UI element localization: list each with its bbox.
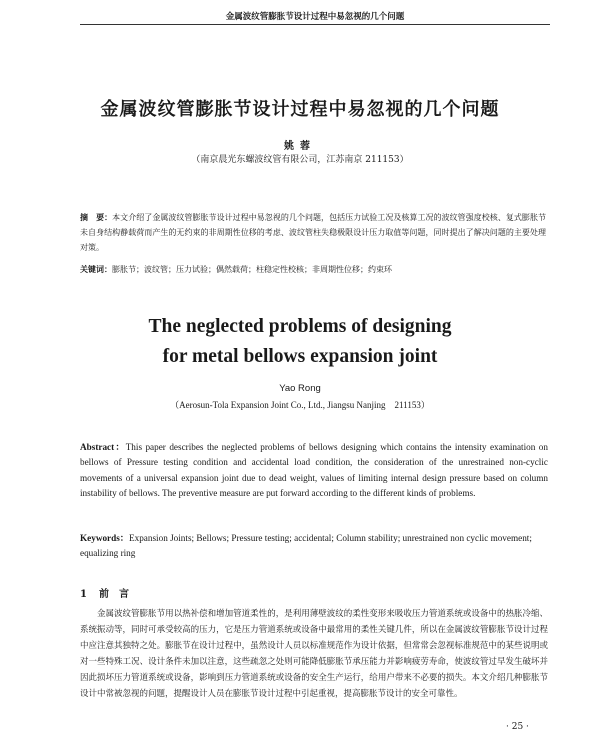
english-title-line-1: The neglected problems of designing [148, 316, 452, 337]
english-keywords-label: Keywords： [80, 533, 129, 543]
section-body-text: 金属波纹管膨胀节用以热补偿和增加管道柔性的，是利用薄壁波纹的柔性变形来吸收压力管道系统或设备中的热胀冷缩、系统振动等，同时可承受较高的压力，它是压力管道系统或设备中最常用的柔性关键几件，所以在金属波纹管膨胀节设计过程中应注意其独特之处。膨胀节在设计过程中，虽然设计人员以标准规范作为设计依据，但常常会忽视标准规范中的某些说明或对一些特殊工况、设计条件未加以注意，这些疏忽之处则可能降低膨胀节承压能力并影响疲劳寿命，使波纹管过早发生破坏并因此损坏压力管道系统或设备，影响到压力管道系统或设备的安全生产运行，给用户带来不必要的损失。本文介绍几种膨胀节设计中常被忽视的问题，提醒设计人员在膨胀节设计过程中引起重视，提高膨胀节设计的安全可靠性。 [80, 609, 548, 699]
chinese-affiliation: （南京晨光东螺波纹管有限公司，江苏南京 211153） [191, 155, 409, 165]
chinese-author: 姚蓉 [284, 141, 316, 152]
header-rule [80, 24, 550, 25]
section-title: 前 言 [98, 589, 129, 600]
english-title [0, 312, 600, 372]
english-abstract [80, 440, 548, 502]
english-keywords-text: Expansion Joints; Bellows; Pressure testing; accidental; Column stability; unrestrained non cyclic movement; equalizing ring [80, 533, 532, 559]
english-affiliation: （Aerosun-Tola Expansion Joint Co., Ltd., Jiangsu Nanjing 211153） [170, 400, 430, 410]
running-header: 金属波纹管膨胀节设计过程中易忽视的几个问题 [225, 12, 405, 22]
chinese-keywords-text: 膨胀节；波纹管；压力试验；偶然载荷；柱稳定性校核；非周期性位移；约束环 [112, 265, 392, 274]
chinese-abstract-label: 摘 要： [80, 212, 113, 222]
section-number: 1 [80, 589, 87, 600]
english-author: Yao Rong [279, 383, 321, 394]
english-keywords [80, 531, 548, 562]
chinese-title: 金属波纹管膨胀节设计过程中易忽视的几个问题 [100, 99, 500, 120]
chinese-abstract-text: 本文介绍了金属波纹管膨胀节设计过程中易忽视的几个问题，包括压力试验工况及核算工况的波纹管强度校核、复式膨胀节未自身结构静载荷而产生的无约束的非周期性位移的考虑、波纹管柱失稳极限设计压力取值等问题，同时提出了解决问题的主要处理对策。 [80, 213, 546, 252]
chinese-abstract [80, 210, 546, 255]
chinese-keywords-label: 关键词： [80, 264, 112, 274]
english-abstract-label: Abstract： [80, 442, 126, 452]
chinese-keywords [80, 262, 546, 277]
page-number: · 25 · [506, 722, 529, 732]
section-heading [80, 585, 129, 600]
english-title-line-2: for metal bellows expansion joint [162, 346, 438, 367]
english-abstract-text: This paper describes the neglected problems of bellows designing which contains the intensity examination on bellows of Pressure testing condition and accidental load condition, the consideration of the unrestrained non-cyclic movements of a universal expansion joint due to dead weight, values of limiting internal design pressure based on column instability of bellows. The preventive measure are put forward according to the different kinds of problems. [80, 442, 548, 499]
